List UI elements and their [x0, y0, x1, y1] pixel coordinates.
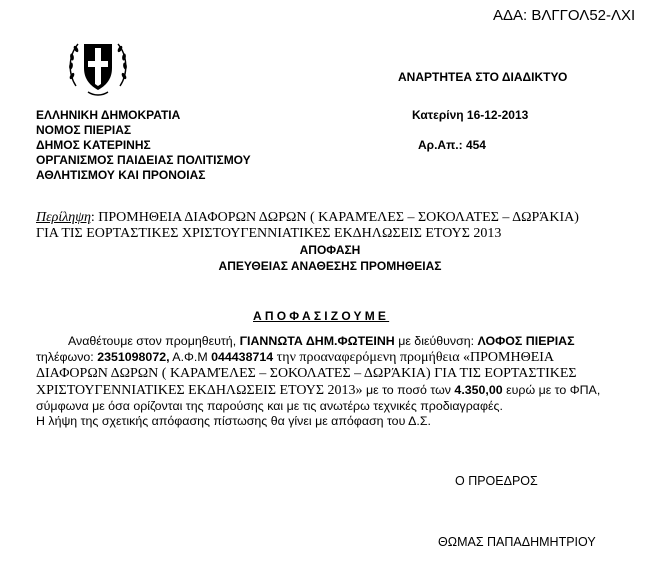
- decision-title: ΑΠΟΦΑΣΗ: [299, 243, 361, 257]
- body-text: τηλέφωνο:: [36, 350, 98, 364]
- summary-text-1: : ΠΡΟΜΗΘΕΙΑ ΔΙΑΦΟΡΩΝ ΔΩΡΩΝ ( ΚΑΡΑΜΈΛΕΣ – ΣΟΚΟΛΑΤΕΣ – ΔΩΡΆΚΙΑ): [90, 210, 579, 225]
- publish-note: ΑΝΑΡΤΗΤΕΑ ΣΤΟ ΔΙΑΔΙΚΤΥΟ: [398, 70, 568, 84]
- body-text: την προαναφερόμενη προμήθεια «ΠΡΟΜΗΘΕΙΑ: [273, 350, 555, 365]
- body-line-3: ΔΙΑΦΟΡΩΝ ΔΩΡΩΝ ( ΚΑΡΑΜΈΛΕΣ – ΣΟΚΟΛΑΤΕΣ – ΔΩΡΆΚΙΑ) ΓΙΑ ΤΙΣ ΕΟΡΤΑΣΤΙΚΕΣ: [36, 366, 577, 381]
- supplier-address: ΛΟΦΟΣ ΠΙΕΡΙΑΣ: [477, 334, 575, 348]
- header-municipality: ΔΗΜΟΣ ΚΑΤΕΡΙΝΗΣ: [36, 138, 151, 152]
- place-date: Κατερίνη 16-12-2013: [412, 108, 529, 122]
- ada-code: ΑΔΑ: ΒΛΓΓΟΛ52-ΛΧΙ: [493, 7, 636, 24]
- body-line-6: Η λήψη της σχετικής απόφασης πίστωσης θα γίνει με απόφαση του Δ.Σ.: [36, 414, 431, 428]
- summary-line-1: [36, 210, 579, 226]
- amount: 4.350,00: [454, 383, 503, 397]
- body-line-5: σύμφωνα με όσα ορίζονται της παρούσης και με τις ανωτέρω τεχνικές προδιαγραφές.: [36, 399, 503, 413]
- body-line-2: [36, 350, 554, 366]
- summary-line-2: ΓΙΑ ΤΙΣ ΕΟΡΤΑΣΤΙΚΕΣ ΧΡΙΣΤΟΥΓΕΝΝΙΑΤΙΚΕΣ ΕΚΔΗΛΩΣΕΙΣ ΕΤΟΥΣ 2013: [36, 226, 502, 241]
- header-prefecture: ΝΟΜΟΣ ΠΙΕΡΙΑΣ: [36, 123, 132, 137]
- body-text: με διεύθυνση:: [394, 334, 478, 348]
- header-organization: ΟΡΓΑΝΙΣΜΟΣ ΠΑΙΔΕΙΑΣ ΠΟΛΙΤΙΣΜΟΥ: [36, 153, 251, 167]
- decision-subtitle: ΑΠΕΥΘΕΙΑΣ ΑΝΑΘΕΣΗΣ ΠΡΟΜΗΘΕΙΑΣ: [218, 259, 442, 273]
- body-line-1: [68, 334, 575, 348]
- body-text: με το ποσό των: [362, 383, 455, 397]
- supplier-name: ΓΙΑΝΝΩΤΑ ΔΗΜ.ΦΩΤΕΙΝΗ: [239, 334, 395, 348]
- signature-name: ΘΩΜΑΣ ΠΑΠΑΔΗΜΗΤΡΙΟΥ: [438, 535, 596, 549]
- body-text: Αναθέτουμε στον προμηθευτή,: [68, 334, 240, 348]
- supplier-phone: 2351098072,: [97, 350, 170, 364]
- header-organization-cont: ΑΘΛΗΤΙΣΜΟΥ ΚΑΙ ΠΡΟΝΟΙΑΣ: [36, 168, 206, 182]
- signature-title: Ο ΠΡΟΕΔΡΟΣ: [455, 474, 538, 488]
- body-line-4: [36, 383, 600, 399]
- body-text: Α.Φ.Μ: [169, 350, 212, 364]
- supplier-afm: 044438714: [211, 350, 274, 364]
- body-text: ευρώ με το ΦΠΑ,: [502, 383, 601, 397]
- we-decide-heading: ΑΠΟΦΑΣΙΖΟΥΜΕ: [253, 309, 390, 323]
- hellenic-republic-emblem-icon: [62, 30, 134, 102]
- header-republic: ΕΛΛΗΝΙΚΗ ΔΗΜΟΚΡΑΤΙΑ: [36, 108, 181, 122]
- protocol-number: Αρ.Απ.: 454: [418, 138, 486, 152]
- summary-label: Περίληψη: [36, 210, 91, 225]
- body-text: ΧΡΙΣΤΟΥΓΕΝΝΙΑΤΙΚΕΣ ΕΚΔΗΛΩΣΕΙΣ ΕΤΟΥΣ 2013»: [36, 383, 363, 398]
